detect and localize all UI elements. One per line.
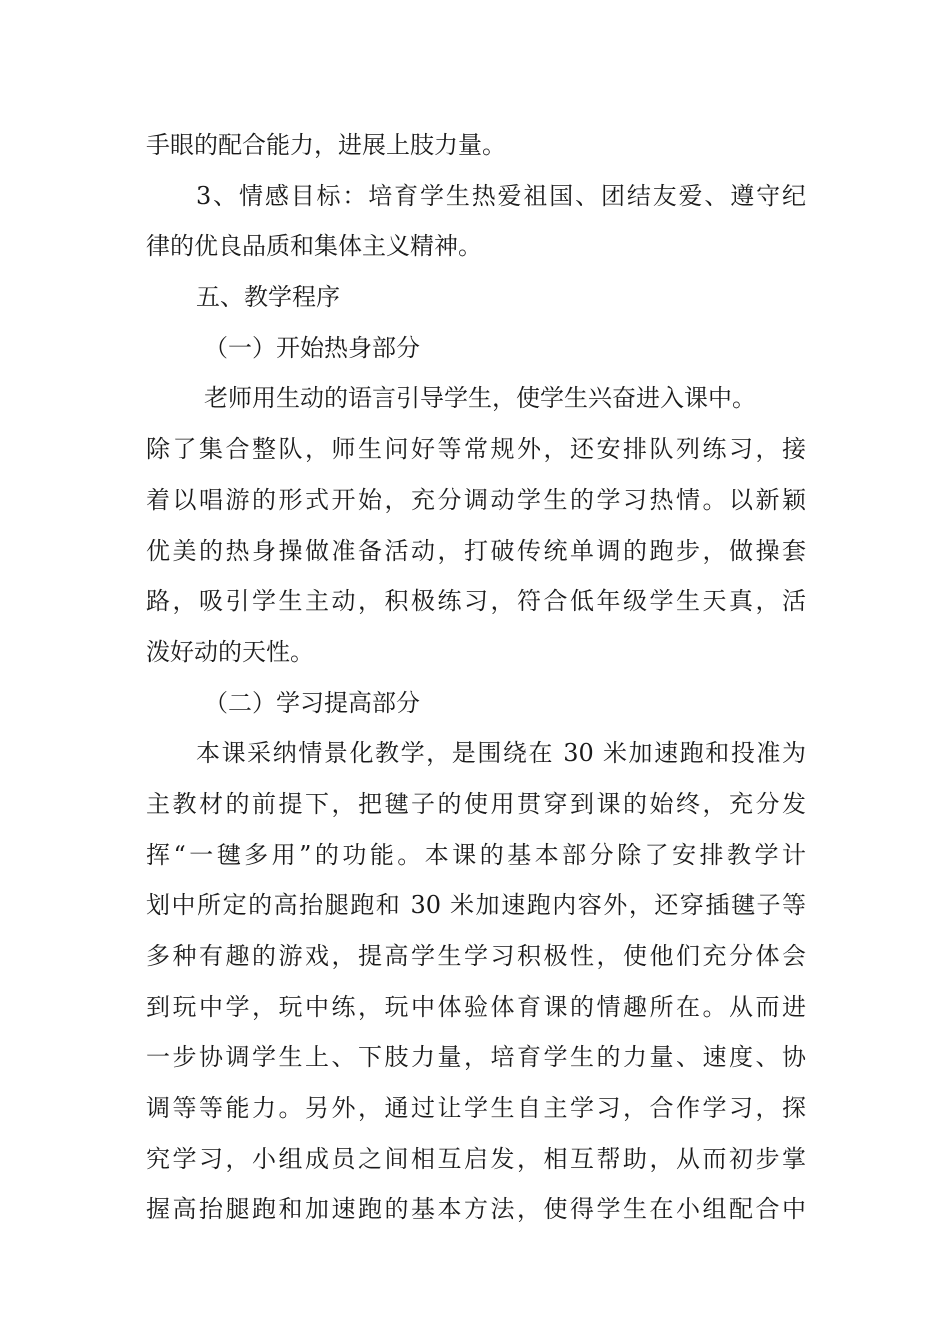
text-line: 一步协调学生上、下肢力量，培育学生的力量、速度、协 bbox=[146, 1043, 806, 1072]
text-line: 主教材的前提下，把毽子的使用贯穿到课的始终，充分发 bbox=[146, 789, 806, 818]
subsection-heading: （一）开始热身部分 bbox=[204, 333, 420, 362]
text-line: 挥“一毽多用”的功能。本课的基本部分除了安排教学计 bbox=[146, 840, 806, 869]
text-line: 多种有趣的游戏，提高学生学习积极性，使他们充分体会 bbox=[146, 942, 806, 970]
section-heading: 五、教学程序 bbox=[196, 283, 340, 312]
text-line: 到玩中学，玩中练，玩中体验体育课的情趣所在。从而进 bbox=[146, 992, 806, 1021]
text-line: 路，吸引学生主动，积极练习，符合低年级学生天真，活 bbox=[146, 587, 806, 616]
text-line: 究学习，小组成员之间相互启发，相互帮助，从而初步掌 bbox=[146, 1144, 806, 1173]
text-line: 老师用生动的语言引导学生，使学生兴奋进入课中。 bbox=[204, 384, 756, 413]
text-line: 手眼的配合能力，进展上肢力量。 bbox=[146, 131, 506, 159]
document-body bbox=[146, 120, 806, 1235]
text-line: 泼好动的天性。 bbox=[146, 637, 314, 666]
text-line: 划中所定的高抬腿跑和 30 米加速跑内容外，还穿插毽子等 bbox=[146, 891, 806, 920]
text-line: 律的优良品质和集体主义精神。 bbox=[146, 232, 482, 261]
text-line: 握高抬腿跑和加速跑的基本方法，使得学生在小组配合中 bbox=[146, 1195, 806, 1224]
text-line: 着以唱游的形式开始，充分调动学生的学习热情。以新颖 bbox=[146, 485, 806, 514]
text-line: 本课采纳情景化教学，是围绕在 30 米加速跑和投准为 bbox=[196, 739, 806, 768]
text-line: 3、情感目标：培育学生热爱祖国、团结友爱、遵守纪 bbox=[196, 181, 806, 210]
subsection-heading: （二）学习提高部分 bbox=[204, 688, 420, 717]
text-line: 优美的热身操做准备活动，打破传统单调的跑步，做操套 bbox=[146, 536, 806, 565]
text-line: 调等等能力。另外，通过让学生自主学习，合作学习，探 bbox=[146, 1094, 806, 1123]
text-line: 除了集合整队，师生问好等常规外，还安排队列练习，接 bbox=[146, 435, 806, 464]
